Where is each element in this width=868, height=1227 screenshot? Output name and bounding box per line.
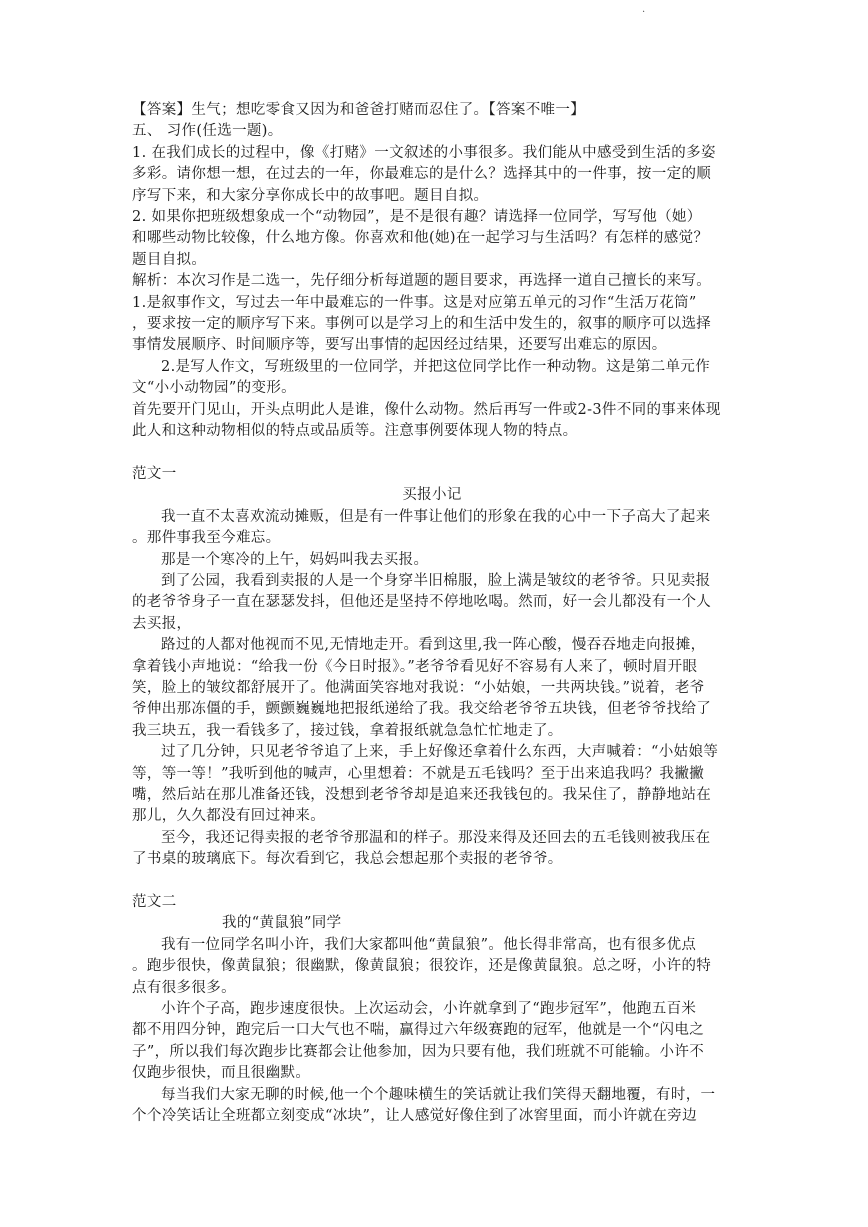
text-line: 解析：本次习作是二选一，先仔细分析每道题的题目要求，再选择一道自己擅长的来写。 [132, 273, 712, 290]
text-line: 我的“黄鼠狼”同学 [222, 915, 342, 932]
text-line: 事情发展顺序、时间顺序等，要写出事情的起因经过结果，还要写出难忘的原因。 [132, 337, 667, 354]
corner-mark: . [642, 4, 646, 15]
text-line: 嘴，然后站在那儿准备还钱，没想到老爷爷却是追来还我钱包的。我呆住了，静静地站在 [132, 786, 712, 803]
text-line: 。那件事我至今难忘。 [132, 530, 281, 547]
text-line: 过了几分钟，只见老爷爷追了上来，手上好像还拿着什么东西，大声喊着：“小姑娘等 [161, 744, 719, 761]
text-line: 【答案】生气；想吃零食又因为和爸爸打赌而忍住了。【答案不唯一】 [132, 102, 586, 118]
text-line: 2. 如果你把班级想象成一个“动物园”，是不是很有趣？请选择一位同学，写写他（她） [132, 209, 702, 226]
text-line: 我三块五，我一看钱多了，接过钱，拿着报纸就急急忙忙地走了。 [132, 722, 563, 739]
text-line: 。跑步很快，像黄鼠狼；很幽默，像黄鼠狼；很狡诈，还是像黄鼠狼。总之呀，小许的特 [132, 958, 712, 975]
text-line: 2.是写人作文，写班级里的一位同学，并把这位同学比作一种动物。这是第二单元作 [161, 358, 711, 375]
text-line: 文“小小动物园”的变形。 [132, 380, 297, 397]
text-line: 个个冷笑话让全班都立刻变成“冰块”，让人感觉好像住到了冰窖里面，而小许就在旁边 [132, 1108, 697, 1125]
text-line: 笑，脸上的皱纹都舒展开了。他满面笑容地对我说：“小姑娘，一共两块钱。”说着，老爷 [132, 679, 705, 696]
text-line: 1.是叙事作文，写过去一年中最难忘的一件事。这是对应第五单元的习作“生活万花筒” [132, 294, 697, 311]
text-line: 首先要开门见山，开头点明此人是谁，像什么动物。然后再写一件或2-3件不同的事来体现 [132, 401, 721, 418]
text-line: 至今，我还记得卖报的老爷爷那温和的样子。那没来得及还回去的五毛钱则被我压在 [161, 829, 711, 846]
text-line: 五、 习作(任选一题)。 [132, 123, 283, 140]
text-line: 每当我们大家无聊的时候,他一个个趣味横生的笑话就让我们笑得天翻地覆，有时，一 [161, 1086, 716, 1103]
text-line: 此人和这种动物相似的特点或品质等。注意事例要体现人物的特点。 [132, 423, 578, 440]
text-line: 那儿，久久都没有回过神来。 [132, 808, 326, 825]
text-line: 小许个子高，跑步速度很快。上次运动会，小许就拿到了“跑步冠军”，他跑五百米 [161, 1001, 697, 1018]
text-line: 等，等一等！”我听到他的喊声，心里想着：不就是五毛钱吗？至于出来追我吗？我撇撇 [132, 765, 705, 782]
text-line: 我有一位同学名叫小许，我们大家都叫他“黄鼠狼”。他长得非常高，也有很多优点 [161, 936, 697, 953]
text-line: 那是一个寒冷的上午，妈妈叫我去买报。 [161, 551, 429, 568]
text-line: 1. 在我们成长的过程中，像《打赌》一文叙述的小事很多。我们能从中感受到生活的多姿 [132, 144, 716, 161]
text-line: 范文二 [132, 894, 177, 910]
text-line: 的老爷爷身子一直在瑟瑟发抖，但他还是坚持不停地吆喝。然而，好一会儿都没有一个人 [132, 594, 712, 611]
text-line: 题目自拟。 [132, 251, 207, 268]
text-line: 点有很多很多。 [132, 979, 236, 996]
text-line: 爷伸出那冻僵的手，颤颤巍巍地把报纸递给了我。我交给老爷爷五块钱，但老爷爷找给了 [132, 701, 712, 718]
text-line: 多彩。请你想一想，在过去的一年，你最难忘的是什么？选择其中的一件事，按一定的顺 [132, 166, 712, 183]
text-line: 都不用四分钟，跑完后一口大气也不喘，赢得过六年级赛跑的冠军，他就是一个“闪电之 [132, 1022, 705, 1039]
text-line: 范文一 [132, 465, 177, 482]
text-line: 去买报， [132, 615, 192, 632]
text-line: ，要求按一定的顺序写下来。事例可以是学习上的和生活中发生的，叙事的顺序可以选择 [132, 316, 712, 333]
text-line: 和哪些动物比较像，什么地方像。你喜欢和他(她)在一起学习与生活吗？有怎样的感觉？ [132, 230, 709, 247]
text-line: 拿着钱小声地说：“给我一份《今日时报》。”老爷爷看见好不容易有人来了，顿时眉开眼 [132, 658, 698, 675]
text-line: 到了公园，我看到卖报的人是一个身穿半旧棉服，脸上满是皱纹的老爷爷。只见卖报 [161, 572, 711, 589]
text-line: 了书桌的玻璃底下。每次看到它，我总会想起那个卖报的老爷爷。 [132, 851, 563, 868]
spacer [132, 871, 732, 892]
document-body [132, 100, 732, 1127]
text-line: 序写下来，和大家分享你成长中的故事吧。题目自拟。 [132, 187, 489, 204]
text-line: 路过的人都对他视而不见,无情地走开。看到这里,我一阵心酸，慢吞吞地走向报摊， [161, 637, 706, 654]
text-line: 我一直不太喜欢流动摊贩，但是有一件事让他们的形象在我的心中一下子高大了起来 [161, 508, 711, 525]
text-line: 买报小记 [402, 487, 462, 504]
spacer [132, 443, 732, 464]
text-line: 仅跑步很快，而且很幽默。 [132, 1065, 311, 1082]
text-line: 子”，所以我们每次跑步比赛都会让他参加，因为只要有他，我们班就不可能输。小许不 [132, 1043, 705, 1060]
